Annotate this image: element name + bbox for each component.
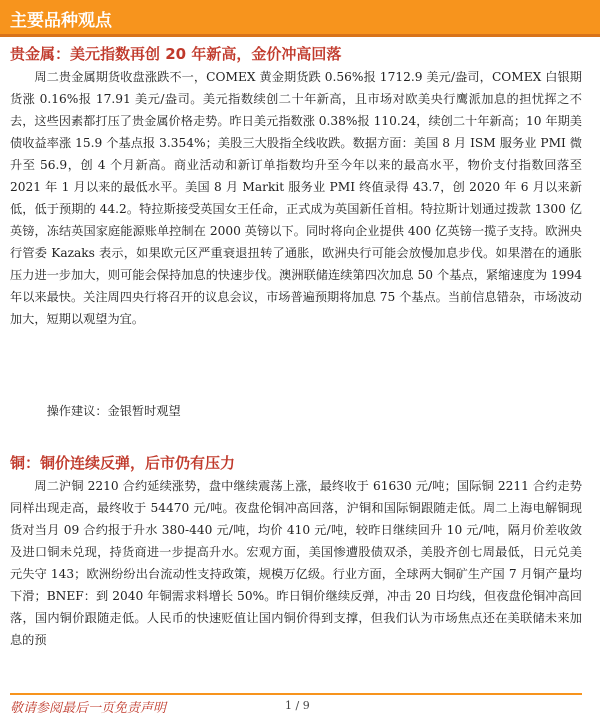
header-bar: [0, 0, 600, 37]
footer-divider: [10, 693, 582, 695]
operation-advice: 操作建议：金银暂时观望: [46, 404, 181, 418]
page-header-title: 主要品种观点: [10, 11, 112, 31]
page-number: 1 / 9: [285, 699, 310, 712]
section-title-precious-metals: 贵金属：美元指数再创 20 年新高，金价冲高回落: [10, 45, 342, 63]
section-title-copper: 铜：铜价连续反弹，后市仍有压力: [10, 454, 236, 472]
disclaimer-note: 敬请参阅最后一页免责声明: [10, 701, 167, 716]
section-paragraph-copper: 周二沪铜 2210 合约延续涨势，盘中继续震荡上涨，最终收于 61630 元/吨；国际铜 2211 合约走势同样出现走高，最终收于 54470 元/吨。夜盘伦铜冲高回落，沪铜和国际铜跟随走低。周二上海电解铜现货对当月 09 合约报于升水 380-440 元/吨，均价 410 元/吨，较昨日继续回升 10 元/吨，隔月价差收敛及进口铜未兑现，持货商进一步提高升水。宏观方面，美国惨遭股债双杀，美股齐创七周最低，日元兑美元失守 143；欧洲纷纷出台流动性支持政策，规模万亿级。行业方面，全球两大铜矿生产国 7 月铜产量均下滑；BNEF：到 2040 年铜需求料增长 50%。昨日铜价继续反弹，冲击 20 日均线，但夜盘伦铜冲高回落，国内铜价跟随走低。人民币的快速贬值让国内铜价得到支撑，但我们认为市场焦点还在美联储未来加息的预: [10, 479, 582, 647]
section-paragraph-precious-metals: 周二贵金属期货收盘涨跌不一，COMEX 黄金期货跌 0.56%报 1712.9 美元/盎司，COMEX 白银期货涨 0.16%报 17.91 美元/盎司。美元指数续创二十年新高，且市场对欧美央行鹰派加息的担忧挥之不去，这些因素都打压了贵金属价格走势。昨日美元指数涨 0.38%报 110.24，续创二十年新高；10 年期美债收益率涨 15.9 个基点报 3.354%；美股三大股指全线收跌。数据方面：美国 8 月 ISM 服务业 PMI 微升至 56.9，创 4 个月新高。商业活动和新订单指数均升至今年以来的最高水平，物价支付指数回落至 2021 年 1 月以来的最低水平。美国 8 月 Markit 服务业 PMI 终值录得 43.7，创 2020 年 6 月以来新低，低于预期的 44.2。特拉斯接受英国女王任命，正式成为英国新任首相。特拉斯计划通过拨款 1300 亿英镑，冻结英国家庭能源账单控制在 2000 英镑以下。同时将向企业提供 400 亿英镑一揽子支持。欧洲央行管委 Kazaks 表示，如果欧元区严重衰退扭转了通胀，欧洲央行可能会放慢加息步伐。如果潜在的通胀压力进一步加大，则可能会保持加息的快速步伐。澳洲联储连续第四次加息 50 个基点，紧缩速度为 1994 年以来最快。关注周四央行将召开的议息会议，市场普遍预期将加息 75 个基点。当前信息错杂，市场波动加大，短期以观望为宜。: [10, 70, 582, 326]
